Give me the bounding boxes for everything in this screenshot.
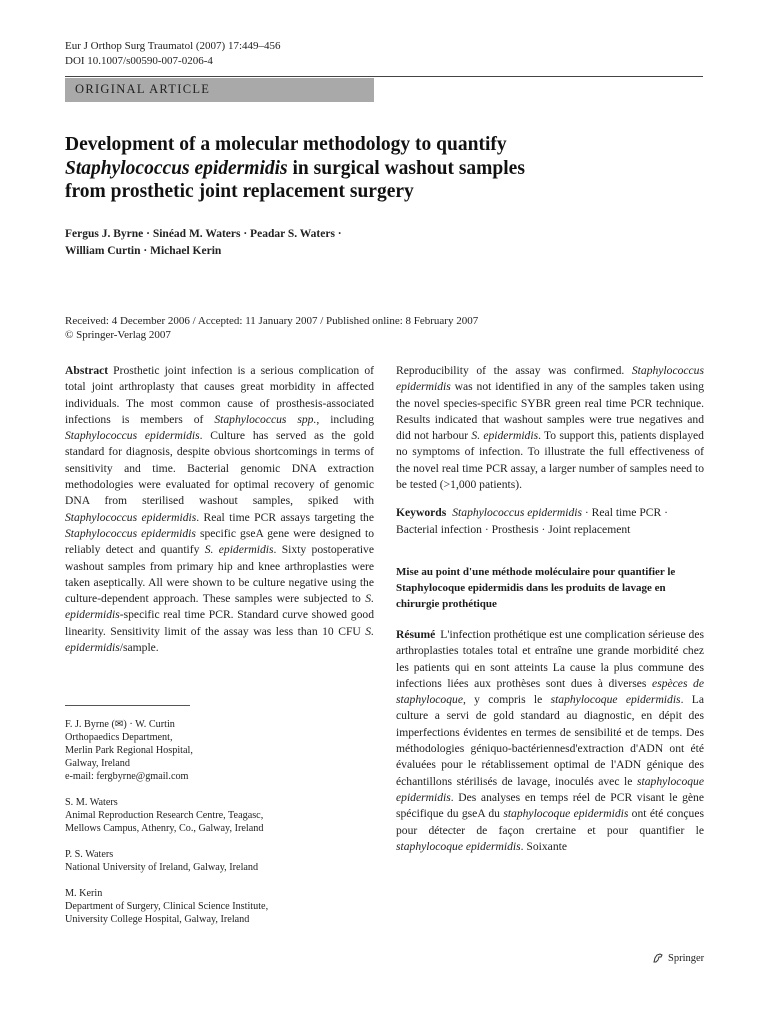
keywords-label: Keywords	[396, 506, 447, 520]
dates-line: Received: 4 December 2006 / Accepted: 11 January 2007 / Published online: 8 February 2007	[65, 315, 479, 327]
affiliation-line: University College Hospital, Galway, Ireland	[65, 914, 250, 925]
doi: DOI 10.1007/s00590-007-0206-4	[65, 55, 213, 67]
french-abstract	[396, 627, 704, 855]
keywords	[396, 505, 704, 538]
article-title	[65, 133, 685, 204]
authors-line-2: William Curtin · Michael Kerin	[65, 245, 222, 257]
affiliation-kerin	[65, 887, 374, 926]
springer-horse-icon	[652, 952, 664, 964]
publisher-logo	[652, 952, 704, 964]
title-line-1: Development of a molecular methodology to quantify	[65, 134, 507, 155]
header-rule	[65, 76, 703, 77]
affiliation-line: S. M. Waters	[65, 797, 118, 808]
title-line-3: from prosthetic joint replacement surgery	[65, 181, 414, 202]
abstract-continued: Reproducibility of the assay was confirmed. Staphylococcus epidermidis was not identified in any of the samples taken using the novel species-specific SYBR green real time PCR technique. Results indicated that washout samples were true negatives and did not harbour S. epidermidis. To support this, patients displayed no symptoms of infection. To illustrate the full effectiveness of the novel real time PCR assay, a larger number of samples need to be tested (>1,000 patients).	[396, 364, 704, 492]
keywords-text: Staphylococcus epidermidis · Real time PCR · Bacterial infection · Prosthesis · Joint replacement	[396, 506, 668, 536]
affiliation-line: Mellows Campus, Athenry, Co., Galway, Ireland	[65, 823, 264, 834]
affiliation-s-waters	[65, 796, 374, 835]
authors-line-1: Fergus J. Byrne · Sinéad M. Waters · Peadar S. Waters ·	[65, 228, 342, 240]
affiliation-line: F. J. Byrne (✉) · W. Curtin	[65, 719, 175, 730]
author-list	[65, 226, 342, 260]
affiliation-email: e-mail: fergbyrne@gmail.com	[65, 771, 189, 782]
journal-info	[65, 39, 281, 69]
article-type-banner: ORIGINAL ARTICLE	[65, 78, 374, 102]
resume-label: Résumé	[396, 627, 436, 641]
publication-dates	[65, 314, 478, 342]
affiliation-p-waters	[65, 848, 374, 874]
affiliation-line: Merlin Park Regional Hospital,	[65, 745, 193, 756]
affiliation-line: Department of Surgery, Clinical Science Institute,	[65, 901, 269, 912]
affiliation-line: Orthopaedics Department,	[65, 732, 173, 743]
affiliation-rule	[65, 705, 190, 706]
publisher-name: Springer	[668, 952, 705, 964]
copyright: © Springer-Verlag 2007	[65, 329, 171, 341]
abstract	[65, 363, 374, 656]
right-column	[396, 363, 704, 855]
resume-text: L'infection prothétique est une complication sérieuse des arthroplasties totales total et entraîne une grande morbidité chez les patients qui en sont atteints La cause la plus commune des infections liées aux prothèses sont dues à diverses espèces de staphylocoque, y compris le staphylocoque epidermidis. La culture a servi de gold standard au diagnostic, en dépit des imperfections évidentes en termes de sensibilité et de temps. Des méthodologies géniquo-bactériennesd'extraction d'ADN ont été évaluées pour le rétablissement optimal de l'ADN génique des échantillons stérilisés de lavage, inoculés avec le staphylocoque epidermidis. Des analyses en temps réel de PCR visant le gène spécifique du gseA du staphylocoque epidermidis ont été conçues pour détecter de façon crertaine et pour quantifier le staphylocoque epidermidis. Soixante	[396, 627, 704, 853]
affiliation-line: Galway, Ireland	[65, 758, 130, 769]
title-species: Staphylococcus epidermidis	[65, 157, 288, 179]
affiliation-line: P. S. Waters	[65, 849, 114, 860]
title-line-2: in surgical washout samples	[287, 157, 525, 179]
affiliations	[65, 718, 374, 939]
journal-citation: Eur J Orthop Surg Traumatol (2007) 17:449–456	[65, 40, 281, 52]
affiliation-byrne	[65, 718, 374, 783]
french-title: Mise au point d'une méthode moléculaire pour quantifier le Staphylocoque epidermidis dans les produits de lavage en chirurgie prothétique	[396, 565, 676, 610]
left-column	[65, 363, 374, 656]
affiliation-line: National University of Ireland, Galway, Ireland	[65, 862, 259, 873]
affiliation-line: Animal Reproduction Research Centre, Teagasc,	[65, 810, 264, 821]
affiliation-line: M. Kerin	[65, 888, 103, 899]
abstract-label: Abstract	[65, 364, 109, 377]
abstract-text: Prosthetic joint infection is a serious complication of total joint arthroplasty that causes great morbidity in affected individuals. The most common cause of prosthesis-associated infections is members of Staphylococcus spp., including Staphylococcus epidermidis. Culture has served as the gold standard for diagnosis, despite obvious shortcomings in terms of sensitivity and time. Bacterial genomic DNA extraction methodologies were evaluated for optimal recovery of genomic DNA from sterilised washout samples, spiked with Staphylococcus epidermidis. Real time PCR assays targeting the Staphylococcus epidermidis specific gseA gene were designed to reliably detect and quantify S. epidermidis. Sixty postoperative washout samples from primary hip and knee arthroplasties were taken aseptically. All were shown to be culture negative using the culture-dependent approach. These samples were subjected to S. epidermidis-specific real time PCR. Standard curve showed good linearity. Sensitivity limit of the assay was less than 10 CFU S. epidermidis/sample.	[65, 364, 374, 655]
